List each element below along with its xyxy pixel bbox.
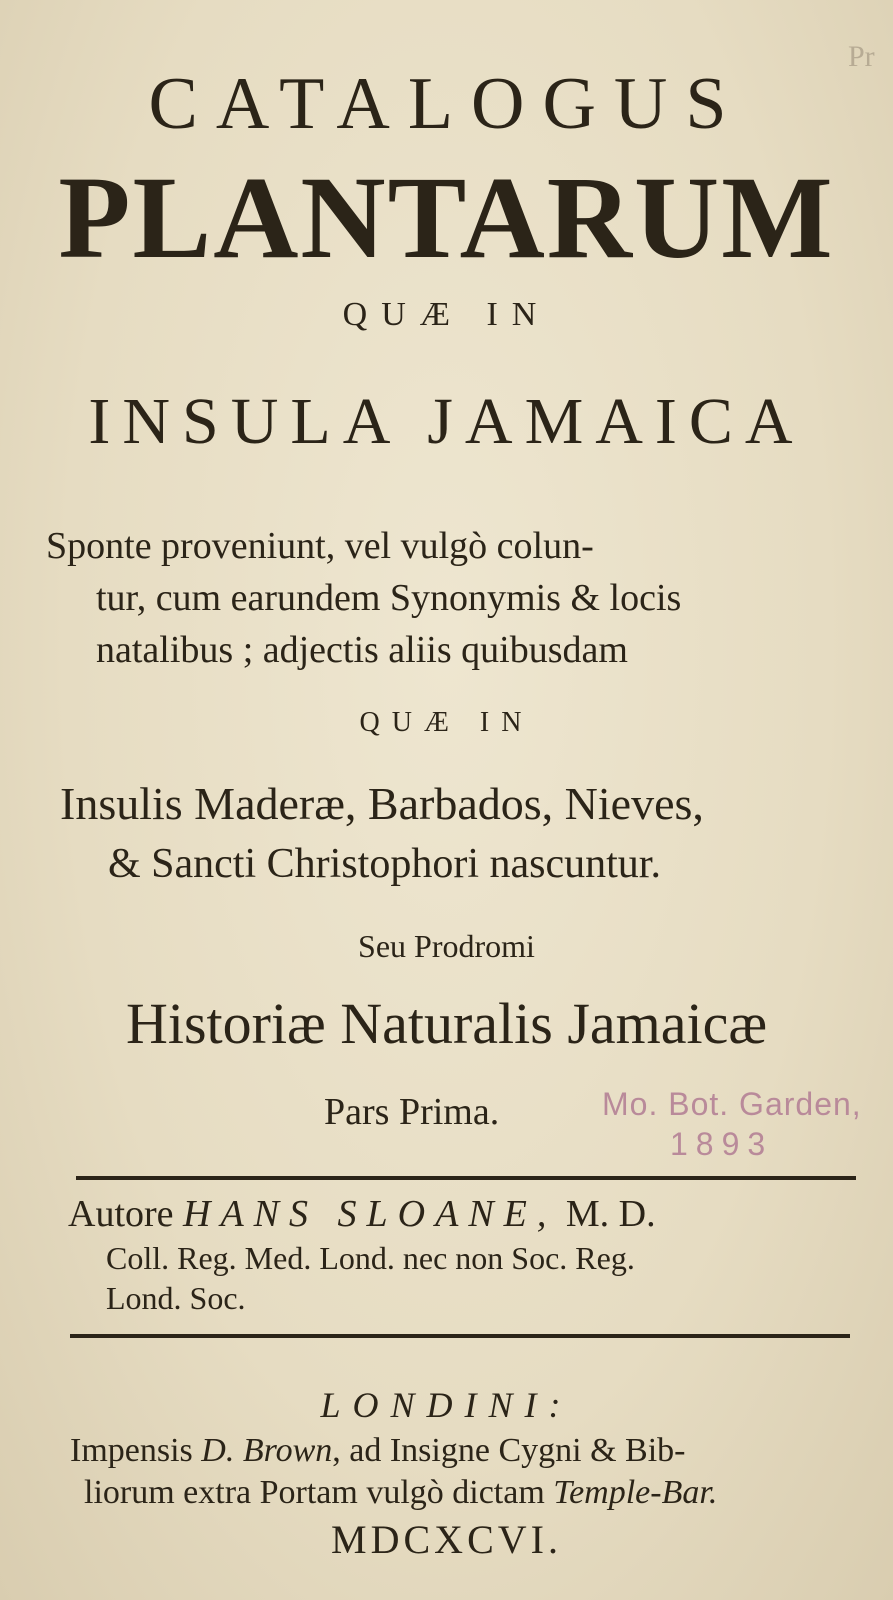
description-line-3: natalibus ; adjectis aliis quibusdam bbox=[96, 629, 628, 671]
publisher-name: D. Brown bbox=[201, 1432, 333, 1469]
description-line-5: & Sancti Christophori nascuntur. bbox=[108, 841, 661, 887]
title-catalogus: CATALOGUS bbox=[148, 63, 745, 145]
title-insula-jamaica: INSULA JAMAICA bbox=[88, 385, 805, 458]
author-suffix: M. D. bbox=[565, 1193, 656, 1235]
author-line bbox=[68, 1192, 656, 1236]
author-credentials-2: Lond. Soc. bbox=[106, 1280, 246, 1316]
pars-prima: Pars Prima. bbox=[324, 1091, 500, 1133]
title-quae-in: QUÆ IN bbox=[342, 296, 551, 333]
description-line-4: Insulis Maderæ, Barbados, Nieves, bbox=[60, 778, 704, 829]
historiae-naturalis: Historiæ Naturalis Jamaicæ bbox=[125, 991, 768, 1056]
description-quae-in: QUÆ IN bbox=[359, 707, 534, 738]
description-line-2: tur, cum earundem Synonymis & locis bbox=[96, 577, 682, 619]
title-plantarum: PLANTARUM bbox=[58, 152, 835, 283]
seu-prodromi: Seu Prodromi bbox=[358, 928, 535, 964]
margin-annotation: Pr bbox=[848, 40, 875, 73]
imprint-line-1 bbox=[70, 1432, 685, 1470]
imprint-text: , ad Insigne Cygni & Bib- bbox=[332, 1432, 686, 1469]
divider-rule bbox=[76, 1176, 856, 1180]
imprint-text: Impensis bbox=[70, 1432, 193, 1469]
author-credentials-1: Coll. Reg. Med. Lond. nec non Soc. Reg. bbox=[106, 1240, 635, 1276]
library-stamp-year: 1893 bbox=[670, 1126, 774, 1162]
author-name: HANS SLOANE, bbox=[183, 1193, 557, 1235]
imprint-place: LONDINI: bbox=[320, 1385, 573, 1425]
description-line-1: Sponte proveniunt, vel vulgò colun- bbox=[46, 525, 594, 567]
imprint-year: MDCXCVI. bbox=[331, 1517, 562, 1562]
imprint-location: Temple-Bar. bbox=[553, 1474, 718, 1511]
library-stamp-name: Mo. Bot. Garden, bbox=[602, 1086, 862, 1122]
author-prefix: Autore bbox=[68, 1193, 174, 1235]
divider-rule bbox=[70, 1334, 850, 1338]
imprint-line-2 bbox=[84, 1474, 717, 1512]
imprint-text: liorum extra Portam vulgò dictam bbox=[84, 1474, 545, 1511]
